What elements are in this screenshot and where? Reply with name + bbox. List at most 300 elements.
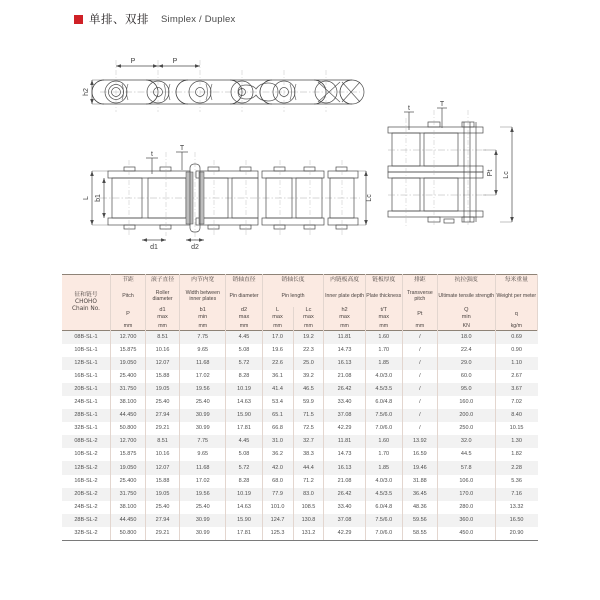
table-cell: 8.51 [146, 435, 180, 448]
table-cell: 15.88 [146, 475, 180, 488]
header-en-transverse-pitch: Transverse pitch [402, 286, 437, 307]
table-cell: 17.02 [180, 475, 226, 488]
table-cell: 21.08 [324, 370, 365, 383]
table-cell: / [402, 383, 437, 396]
table-cell: 33.40 [324, 501, 365, 514]
table-cell: 131.2 [293, 527, 324, 540]
table-cell: 42.29 [324, 527, 365, 540]
table-row [62, 357, 538, 370]
header-cn-transverse-pitch: 排距 [402, 275, 437, 286]
table-cell: / [402, 357, 437, 370]
symbol-tT-text: t/T [380, 307, 388, 314]
symbol-Q [437, 307, 495, 322]
header-en-inner-plate-depth: Inner plate depth [324, 286, 365, 307]
symbol-P-text: P [126, 310, 130, 317]
table-cell: 37.08 [324, 409, 365, 422]
table-cell: 11.68 [180, 357, 226, 370]
unit-roller-diameter: mm [146, 322, 180, 331]
table-cell: 29.0 [437, 357, 495, 370]
table-cell: 38.100 [110, 396, 145, 409]
table-cell: 15.875 [110, 448, 145, 461]
table-cell: 11.81 [324, 435, 365, 448]
cell-chain-no: 12B-SL-2 [62, 461, 110, 474]
table-cell: 19.46 [402, 461, 437, 474]
table-cell: 19.050 [110, 461, 145, 474]
label-Pt: Pt [487, 169, 494, 177]
table-cell: 25.40 [180, 396, 226, 409]
table-cell: 1.70 [365, 344, 402, 357]
table-cell: 31.0 [262, 435, 293, 448]
table-cell: 30.99 [180, 514, 226, 527]
header-en-pin-diameter: Pin diameter [226, 286, 262, 307]
table-cell: 360.0 [437, 514, 495, 527]
table-cell: 1.10 [495, 357, 537, 370]
table-cell: 10.19 [226, 488, 262, 501]
header-en-plate-thickness: Plate thickness [365, 286, 402, 307]
table-cell: 3.67 [495, 383, 537, 396]
header-en-inner-width: Width between inner plates [180, 286, 226, 307]
table-cell: 14.63 [226, 501, 262, 514]
table-cell: 83.0 [293, 488, 324, 501]
table-cell: 16.59 [402, 448, 437, 461]
table-row [62, 461, 538, 474]
label-duplex-Lc: Lc [503, 171, 510, 179]
symbol-P [110, 307, 145, 322]
table-cell: 25.40 [146, 396, 180, 409]
table-cell: 12.700 [110, 331, 145, 344]
symbol-L [262, 307, 293, 322]
label-duplex-t: t [408, 105, 410, 112]
table-row [62, 435, 538, 448]
table-cell: 7.75 [180, 331, 226, 344]
table-cell: 68.0 [262, 475, 293, 488]
table-cell: 30.99 [180, 409, 226, 422]
table-cell: 36.2 [262, 448, 293, 461]
table-cell: 12.07 [146, 357, 180, 370]
table-cell: 38.100 [110, 501, 145, 514]
table-cell: 16.13 [324, 357, 365, 370]
table-cell: 48.36 [402, 501, 437, 514]
unit-inner-width: mm [180, 322, 226, 331]
table-cell: 71.2 [293, 475, 324, 488]
table-cell: 8.28 [226, 370, 262, 383]
symbol-b1 [180, 307, 226, 322]
table-cell: 72.5 [293, 422, 324, 435]
cell-chain-no: 32B-SL-2 [62, 527, 110, 540]
table-cell: 250.0 [437, 422, 495, 435]
label-d1: d1 [150, 244, 158, 251]
cell-chain-no: 24B-SL-1 [62, 396, 110, 409]
table-cell: 13.32 [495, 501, 537, 514]
header-en-tensile-strength: Ultimate tensile strength [437, 286, 495, 307]
symbol-L-text: L [275, 307, 280, 314]
cell-chain-no: 28B-SL-1 [62, 409, 110, 422]
header-chain-no-cn: 征和链号 [74, 291, 98, 298]
unit-pitch: mm [110, 322, 145, 331]
table-row [62, 527, 538, 540]
table-cell: 0.69 [495, 331, 537, 344]
cell-chain-no: 08B-SL-1 [62, 331, 110, 344]
table-cell: 58.55 [402, 527, 437, 540]
table-cell: 29.21 [146, 422, 180, 435]
table-cell: 7.02 [495, 396, 537, 409]
table-cell: 125.3 [262, 527, 293, 540]
table-cell: 25.40 [146, 501, 180, 514]
table-cell: 44.4 [293, 461, 324, 474]
table-cell: 25.400 [110, 370, 145, 383]
unit-pin-length-L: mm [262, 322, 293, 331]
table-cell: 5.36 [495, 475, 537, 488]
table-cell: 17.02 [180, 370, 226, 383]
table-cell: 31.750 [110, 488, 145, 501]
symbol-d1 [146, 307, 180, 322]
header-row-cn [62, 275, 538, 286]
table-row [62, 383, 538, 396]
symbol-tT-qual: max [378, 314, 390, 320]
table-cell: 41.4 [262, 383, 293, 396]
unit-transverse-pitch: mm [402, 322, 437, 331]
unit-inner-plate-depth: mm [324, 322, 365, 331]
table-cell: / [402, 396, 437, 409]
header-row-en [62, 286, 538, 307]
table-cell: 17.81 [226, 422, 262, 435]
symbol-Lc-qual: max [303, 314, 314, 320]
table-cell: 53.4 [262, 396, 293, 409]
table-row [62, 422, 538, 435]
table-cell: 7.75 [180, 435, 226, 448]
table-row [62, 475, 538, 488]
symbol-d2-text: d2 [240, 307, 248, 314]
table-head [62, 275, 538, 331]
cell-chain-no: 10B-SL-2 [62, 448, 110, 461]
table-cell: 101.0 [262, 501, 293, 514]
cell-chain-no: 32B-SL-1 [62, 422, 110, 435]
table-cell: 14.63 [226, 396, 262, 409]
table-cell: 1.85 [365, 357, 402, 370]
table-cell: 19.6 [262, 344, 293, 357]
table-cell: 4.5/3.5 [365, 488, 402, 501]
table-row [62, 396, 538, 409]
label-duplex-T: T [439, 101, 445, 108]
table-cell: 4.5/3.5 [365, 383, 402, 396]
table-cell: 10.16 [146, 344, 180, 357]
table-cell: 9.65 [180, 344, 226, 357]
label-pitch-2: P [172, 58, 178, 65]
table-cell: 130.8 [293, 514, 324, 527]
symbol-Lc-text: Lc [305, 307, 312, 314]
table-body [62, 331, 538, 541]
label-h2: h2 [83, 88, 90, 96]
table-cell: 36.45 [402, 488, 437, 501]
table-cell: 8.40 [495, 409, 537, 422]
header-chain-no [62, 275, 110, 331]
table-cell: 10.15 [495, 422, 537, 435]
table-cell: 30.99 [180, 422, 226, 435]
table-cell: 4.45 [226, 331, 262, 344]
label-T: T [179, 145, 185, 152]
table-row [62, 344, 538, 357]
symbol-d2-qual: max [238, 314, 250, 320]
table-cell: 108.5 [293, 501, 324, 514]
header-cn-weight: 每米重量 [495, 275, 537, 286]
table-cell: 71.5 [293, 409, 324, 422]
symbol-q [495, 307, 537, 322]
table-cell: 22.6 [262, 357, 293, 370]
table-cell: 11.81 [324, 331, 365, 344]
table-cell: 39.2 [293, 370, 324, 383]
table-cell: 60.0 [437, 370, 495, 383]
table-row [62, 409, 538, 422]
table-row [62, 370, 538, 383]
header-cn-plate-thickness: 链板厚度 [365, 275, 402, 286]
label-b1: b1 [95, 194, 102, 202]
header-en-pitch: Pitch [110, 286, 145, 307]
header-en-weight: Weight per meter [495, 286, 537, 307]
table-cell: 16.50 [495, 514, 537, 527]
table-cell: 5.72 [226, 357, 262, 370]
table-cell: 18.0 [437, 331, 495, 344]
table-cell: 22.4 [437, 344, 495, 357]
table-cell: 42.29 [324, 422, 365, 435]
header-cn-roller-diameter: 滚子直径 [146, 275, 180, 286]
cell-chain-no: 16B-SL-2 [62, 475, 110, 488]
table-cell: 42.0 [262, 461, 293, 474]
table-cell: 4.0/3.0 [365, 475, 402, 488]
table-row [62, 501, 538, 514]
table-cell: 25.400 [110, 475, 145, 488]
table-cell: 66.8 [262, 422, 293, 435]
table-cell: 32.7 [293, 435, 324, 448]
page-title [74, 11, 235, 27]
table-cell: 44.450 [110, 409, 145, 422]
table-cell: 7.0/6.0 [365, 527, 402, 540]
symbol-tT [365, 307, 402, 322]
table-cell: 27.94 [146, 409, 180, 422]
table-cell: 4.0/3.0 [365, 370, 402, 383]
symbol-L-qual: max [272, 314, 283, 320]
table-cell: 12.700 [110, 435, 145, 448]
table-cell: 19.2 [293, 331, 324, 344]
table-cell: 26.42 [324, 383, 365, 396]
symbol-b1-qual: min [198, 314, 208, 320]
table-cell: 13.92 [402, 435, 437, 448]
table-cell: 15.875 [110, 344, 145, 357]
table-cell: / [402, 344, 437, 357]
table-cell: 36.1 [262, 370, 293, 383]
table-cell: 8.28 [226, 475, 262, 488]
table-cell: 11.68 [180, 461, 226, 474]
table-cell: 31.88 [402, 475, 437, 488]
table-cell: 44.5 [437, 448, 495, 461]
cell-chain-no: 20B-SL-1 [62, 383, 110, 396]
header-cn-tensile-strength: 抗拉强度 [437, 275, 495, 286]
table-cell: 2.67 [495, 370, 537, 383]
table-cell: 7.5/6.0 [365, 514, 402, 527]
label-Lc: Lc [366, 194, 373, 202]
table-cell: 10.16 [146, 448, 180, 461]
table-cell: 124.7 [262, 514, 293, 527]
symbol-Q-text: Q [464, 307, 469, 314]
label-L: L [83, 196, 90, 200]
bullet-square-icon [74, 15, 83, 24]
table-cell: 59.9 [293, 396, 324, 409]
symbol-d1-qual: max [157, 314, 168, 320]
unit-plate-thickness: mm [365, 322, 402, 331]
header-cn-inner-plate-depth: 内链板高度 [324, 275, 365, 286]
label-pitch-1: P [130, 58, 136, 65]
table-cell: 6.0/4.8 [365, 396, 402, 409]
table-cell: 38.3 [293, 448, 324, 461]
table-row [62, 331, 538, 344]
table-cell: 65.1 [262, 409, 293, 422]
table-cell: 27.94 [146, 514, 180, 527]
table-cell: 44.450 [110, 514, 145, 527]
header-chain-no-en: Chain No. [71, 306, 100, 313]
table-cell: / [402, 422, 437, 435]
table-cell: 0.90 [495, 344, 537, 357]
table-cell: 50.800 [110, 422, 145, 435]
cell-chain-no: 16B-SL-1 [62, 370, 110, 383]
table-cell: 33.40 [324, 396, 365, 409]
table-cell: 1.85 [365, 461, 402, 474]
table-cell: 21.08 [324, 475, 365, 488]
symbol-Pt-text: Pt [417, 310, 423, 317]
table-cell: 9.65 [180, 448, 226, 461]
table-cell: 46.5 [293, 383, 324, 396]
table-cell: 31.750 [110, 383, 145, 396]
table-row [62, 488, 538, 501]
table-cell: 16.13 [324, 461, 365, 474]
table-cell: 7.5/6.0 [365, 409, 402, 422]
table-cell: 1.82 [495, 448, 537, 461]
table-cell: / [402, 331, 437, 344]
table-cell: 170.0 [437, 488, 495, 501]
table-cell: 106.0 [437, 475, 495, 488]
symbol-h2 [324, 307, 365, 322]
page-title-en: Simplex / Duplex [161, 13, 236, 25]
table-cell: 1.60 [365, 331, 402, 344]
table-cell: / [402, 409, 437, 422]
table-cell: 10.19 [226, 383, 262, 396]
table-cell: 19.050 [110, 357, 145, 370]
table-cell: 6.0/4.8 [365, 501, 402, 514]
table-cell: 29.21 [146, 527, 180, 540]
label-d2: d2 [191, 244, 199, 251]
symbol-Pt [402, 307, 437, 322]
table-cell: 5.08 [226, 344, 262, 357]
cell-chain-no: 20B-SL-2 [62, 488, 110, 501]
table-cell: 450.0 [437, 527, 495, 540]
cell-chain-no: 12B-SL-1 [62, 357, 110, 370]
table-cell: 2.28 [495, 461, 537, 474]
table-cell: 1.60 [365, 435, 402, 448]
table-cell: 95.0 [437, 383, 495, 396]
table-cell: 17.81 [226, 527, 262, 540]
cell-chain-no: 08B-SL-2 [62, 435, 110, 448]
header-cn-pin-length: 销轴长度 [262, 275, 324, 286]
symbol-Q-qual: min [461, 314, 471, 320]
table-cell: 57.8 [437, 461, 495, 474]
table-cell: 280.0 [437, 501, 495, 514]
table-cell: 8.51 [146, 331, 180, 344]
table-row [62, 514, 538, 527]
table-cell: 200.0 [437, 409, 495, 422]
header-en-pin-length: Pin length [262, 286, 324, 307]
table-cell: 7.16 [495, 488, 537, 501]
table-cell: 14.73 [324, 344, 365, 357]
table-cell: 32.0 [437, 435, 495, 448]
table-row [62, 448, 538, 461]
unit-weight: kg/m [495, 322, 537, 331]
unit-pin-length-Lc: mm [293, 322, 324, 331]
symbol-h2-text: h2 [341, 307, 348, 314]
table-cell: 15.88 [146, 370, 180, 383]
table-cell: 19.56 [180, 488, 226, 501]
table-cell: 22.3 [293, 344, 324, 357]
table-cell: 7.0/6.0 [365, 422, 402, 435]
table-cell: 5.72 [226, 461, 262, 474]
table-cell: 19.05 [146, 488, 180, 501]
cell-chain-no: 28B-SL-2 [62, 514, 110, 527]
header-cn-pin-diameter: 销轴直径 [226, 275, 262, 286]
header-cn-pitch: 节距 [110, 275, 145, 286]
table-cell: 19.05 [146, 383, 180, 396]
label-t: t [151, 151, 153, 158]
table-cell: 26.42 [324, 488, 365, 501]
table-cell: 5.08 [226, 448, 262, 461]
table-cell: 19.56 [180, 383, 226, 396]
table-cell: / [402, 370, 437, 383]
table-cell: 4.45 [226, 435, 262, 448]
table-cell: 1.70 [365, 448, 402, 461]
unit-tensile-strength: KN [437, 322, 495, 331]
symbol-b1-text: b1 [199, 307, 206, 314]
header-chain-no-brand: CHOHO [75, 298, 97, 305]
table-cell: 25.0 [293, 357, 324, 370]
specification-table [62, 274, 538, 541]
unit-pin-diameter: mm [226, 322, 262, 331]
table-cell: 77.9 [262, 488, 293, 501]
symbol-Lc [293, 307, 324, 322]
header-row-units [62, 322, 538, 331]
symbol-d1-text: d1 [159, 307, 166, 314]
cell-chain-no: 10B-SL-1 [62, 344, 110, 357]
table-cell: 12.07 [146, 461, 180, 474]
table-cell: 59.56 [402, 514, 437, 527]
header-en-roller-diameter: Roller diameter [146, 286, 180, 307]
table-cell: 1.30 [495, 435, 537, 448]
table-cell: 15.90 [226, 409, 262, 422]
cell-chain-no: 24B-SL-2 [62, 501, 110, 514]
table-cell: 25.40 [180, 501, 226, 514]
header-row-symbols [62, 307, 538, 322]
page-title-cn: 单排、双排 [89, 12, 149, 26]
table-cell: 160.0 [437, 396, 495, 409]
chain-technical-drawing [0, 40, 600, 265]
table-cell: 15.90 [226, 514, 262, 527]
symbol-d2 [226, 307, 262, 322]
table-cell: 37.08 [324, 514, 365, 527]
specification-table-container [62, 274, 538, 541]
header-cn-inner-width: 内节内宽 [180, 275, 226, 286]
table-cell: 17.0 [262, 331, 293, 344]
table-cell: 50.800 [110, 527, 145, 540]
symbol-q-text: q [514, 310, 518, 317]
symbol-h2-qual: max [339, 314, 350, 320]
table-cell: 14.73 [324, 448, 365, 461]
table-cell: 20.90 [495, 527, 537, 540]
table-cell: 30.99 [180, 527, 226, 540]
